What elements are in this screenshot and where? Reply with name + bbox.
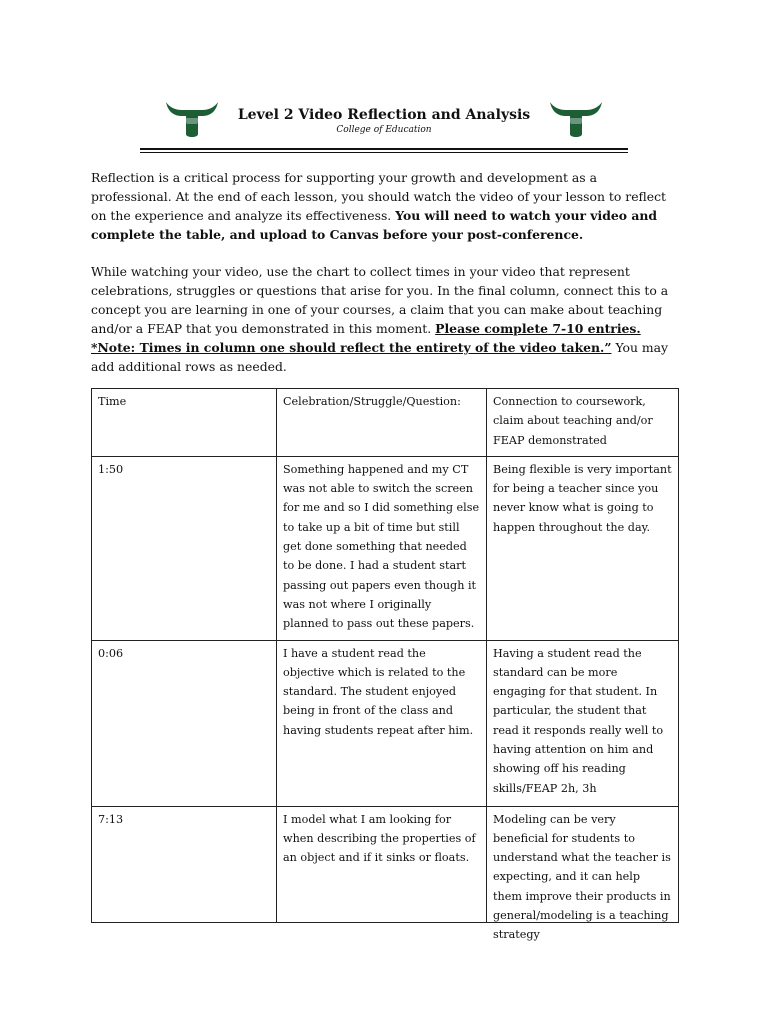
intro-instruction: You will need to watch your video and complete the table, and upload to Canvas before your post-conference. [91,208,658,242]
instructions-paragraph [91,262,681,376]
header-celebration: Celebration/Struggle/Question: [277,389,487,457]
observation-cell: I have a student read the objective which is related to the standard. The student enjoyed being in front of the class and having students repeat after him. [277,640,487,806]
connection-cell: Having a student read the standard can be more engaging for that student. In particular, the student that read it responds really well to having attention on him and showing off his reading skills/FEAP 2h, 3h [487,640,679,806]
trailing-text: You may add additional rows as needed. [91,340,669,374]
time-cell: 1:50 [92,456,277,640]
table-header-row [92,389,679,457]
observation-cell: I model what I am looking for when describing the properties of an object and if it sinks or floats. [277,806,487,922]
header-connection: Connection to coursework, claim about teaching and/or FEAP demonstrated [487,389,679,457]
observation-cell: Something happened and my CT was not able to switch the screen for me and so I did something else to take up a bit of time but still get done something that needed to be done. I had a student start passing out papers even though it was not where I originally planned to pass out these papers. [277,456,487,640]
intro-paragraph [91,168,681,244]
instructions-text: While watching your video, use the chart to collect times in your video that represent celebrations, struggles or questions that arise for you. In the final column, connect this to a concept you are learning in one of your courses, a claim that you can make about teaching and/or a FEAP that you demonstrated in this moment. [91,264,669,336]
document-title: Level 2 Video Reflection and Analysis [237,107,531,123]
time-cell: 7:13 [92,806,277,922]
entries-requirement: Please complete 7-10 entries. [435,321,641,336]
table-row [92,806,679,922]
bull-horns-logo-icon [546,94,606,140]
times-note: *Note: Times in column one should reflect the entirety of the video taken.” [91,340,612,355]
connection-cell [487,806,679,942]
reflection-table [91,388,679,942]
table-row [92,456,679,640]
table-row [92,640,679,806]
time-cell: 0:06 [92,640,277,806]
connection-cell-text: Modeling can be very beneficial for students to understand what the teacher is expecting, and it can help them improve their products in general/modeling is a teaching strategy [493,812,671,942]
connection-cell: Being flexible is very important for being a teacher since you never know what is going to happen throughout the day. [487,456,679,640]
document-header [140,92,628,152]
intro-text: Reflection is a critical process for supporting your growth and development as a professional. At the end of each lesson, you should watch the video of your lesson to reflect on the experience and analyze its effectiveness. [91,170,667,223]
header-rule [140,148,628,150]
header-rule-thin [140,152,628,153]
header-time: Time [92,389,277,457]
document-subtitle: College of Education [336,125,432,135]
